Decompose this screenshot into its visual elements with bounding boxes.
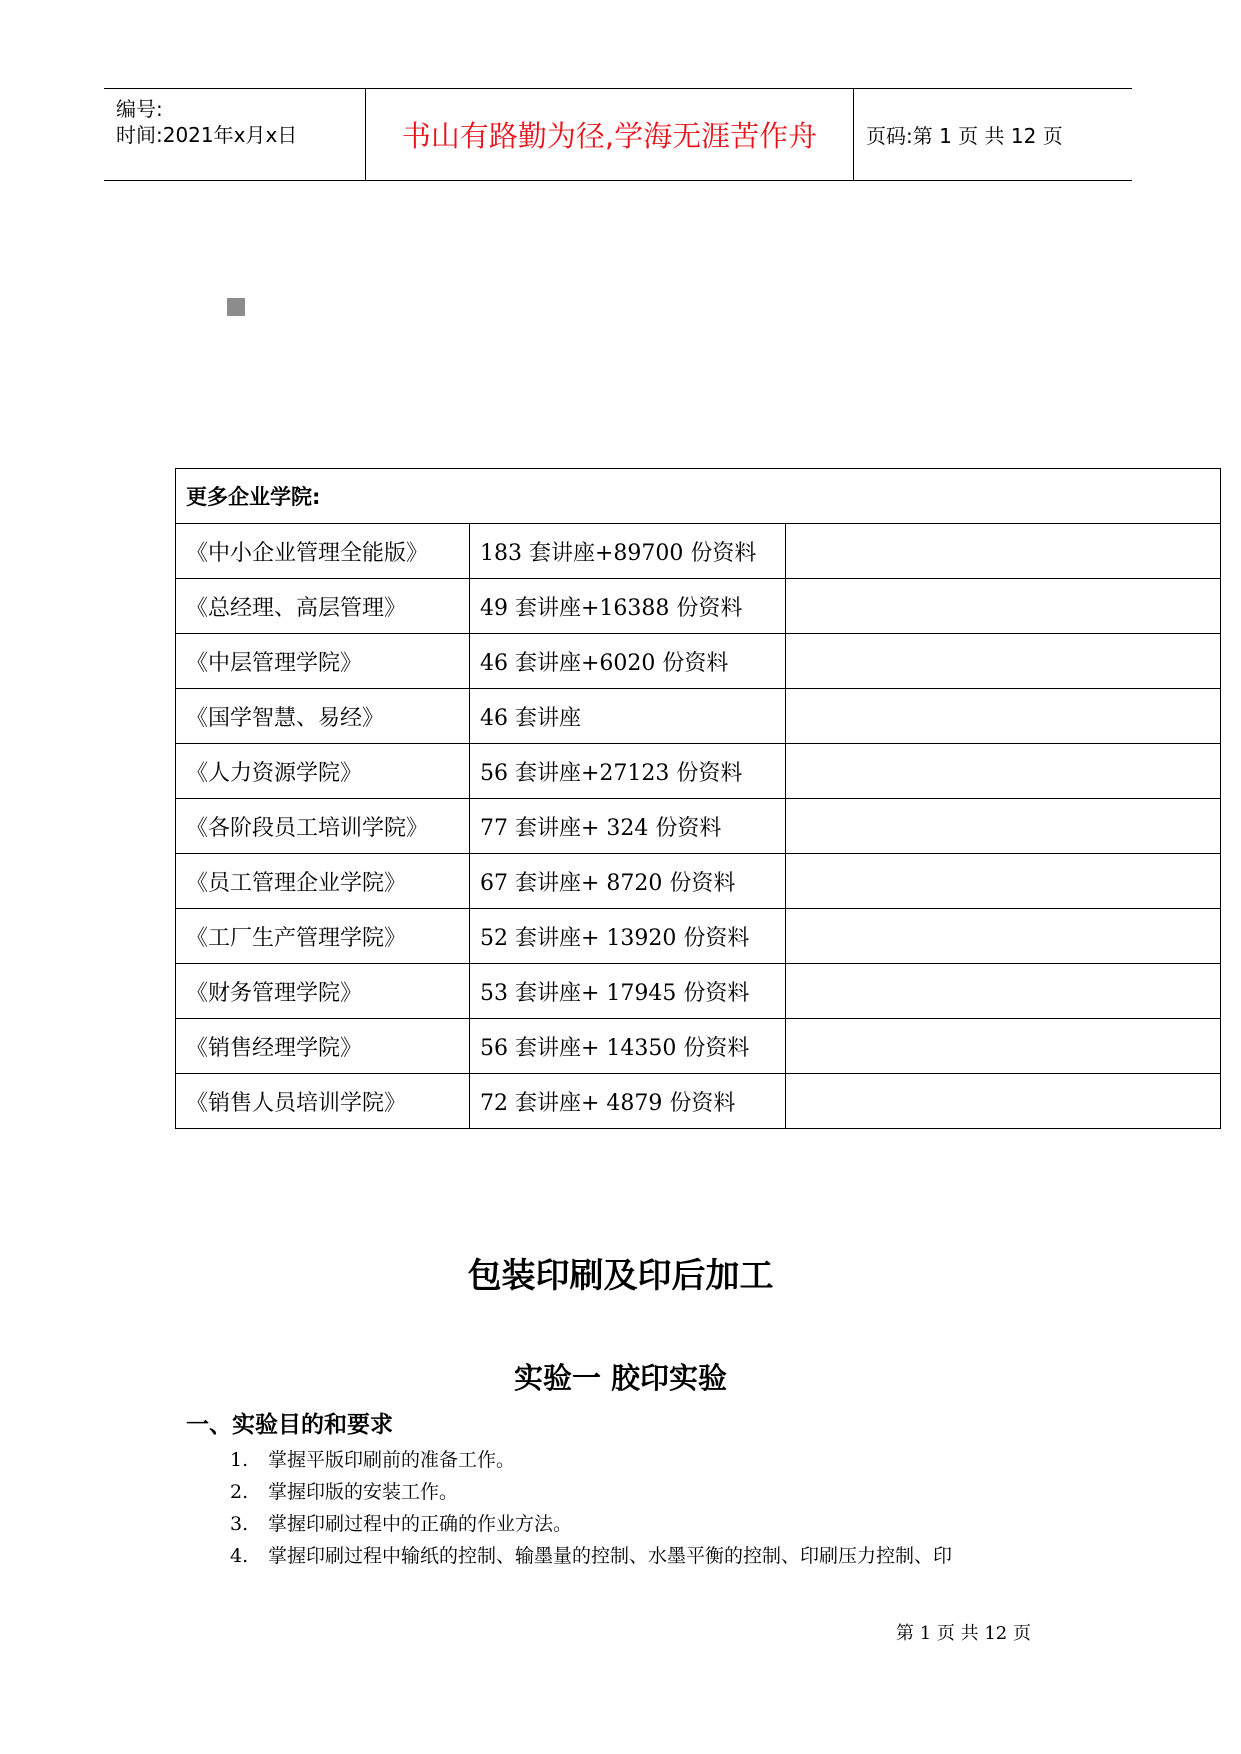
academy-name-cell: 《国学智慧、易经》 [176, 689, 470, 744]
academy-name-cell: 《销售经理学院》 [176, 1019, 470, 1074]
academy-content-cell: 72 套讲座+ 4879 份资料 [470, 1074, 786, 1129]
table-row [176, 744, 1221, 799]
academy-name-cell: 《工厂生产管理学院》 [176, 909, 470, 964]
table-row [176, 634, 1221, 689]
academy-content-cell: 52 套讲座+ 13920 份资料 [470, 909, 786, 964]
list-item [230, 1508, 952, 1540]
academy-extra-cell [786, 744, 1221, 799]
academy-name-cell: 《人力资源学院》 [176, 744, 470, 799]
academy-content-cell: 56 套讲座+27123 份资料 [470, 744, 786, 799]
header-page-info: 页码:第 1 页 共 12 页 [866, 124, 1063, 148]
list-item-text: 掌握印刷过程中输纸的控制、输墨量的控制、水墨平衡的控制、印刷压力控制、印 [268, 1545, 953, 1567]
time-label: 时间:2021年x月x日 [116, 123, 298, 147]
academy-name-cell: 《中层管理学院》 [176, 634, 470, 689]
academy-name-cell: 《中小企业管理全能版》 [176, 524, 470, 579]
document-title: 包装印刷及印后加工 [467, 1256, 774, 1296]
table-row [176, 964, 1221, 1019]
list-item-text: 掌握印刷过程中的正确的作业方法。 [268, 1513, 573, 1535]
table-header-cell: 更多企业学院: [176, 469, 1221, 524]
academy-extra-cell [786, 579, 1221, 634]
academy-content-cell: 46 套讲座+6020 份资料 [470, 634, 786, 689]
academy-content-cell: 46 套讲座 [470, 689, 786, 744]
academy-name-cell: 《销售人员培训学院》 [176, 1074, 470, 1129]
table-row [176, 909, 1221, 964]
academy-extra-cell [786, 1074, 1221, 1129]
list-item [230, 1540, 952, 1572]
list-item [230, 1444, 952, 1476]
table-row [176, 1074, 1221, 1129]
academy-extra-cell [786, 1019, 1221, 1074]
list-item-number: 4. [230, 1545, 249, 1567]
table-row [176, 1019, 1221, 1074]
academy-extra-cell [786, 964, 1221, 1019]
list-item-number: 2. [230, 1481, 249, 1503]
section-title: 一、实验目的和要求 [186, 1412, 393, 1438]
academy-extra-cell [786, 854, 1221, 909]
page-header [104, 88, 1132, 181]
page-footer: 第 1 页 共 12 页 [896, 1623, 1031, 1644]
square-bullet-icon [227, 298, 245, 316]
academy-content-cell: 77 套讲座+ 324 份资料 [470, 799, 786, 854]
academy-extra-cell [786, 689, 1221, 744]
table-row [176, 524, 1221, 579]
academy-content-cell: 67 套讲座+ 8720 份资料 [470, 854, 786, 909]
list-item-number: 3. [230, 1513, 249, 1535]
experiment-title: 实验一 胶印实验 [513, 1361, 728, 1395]
academy-name-cell: 《财务管理学院》 [176, 964, 470, 1019]
academy-name-cell: 《员工管理企业学院》 [176, 854, 470, 909]
table-header-row [176, 469, 1221, 524]
academy-extra-cell [786, 634, 1221, 689]
table-row [176, 689, 1221, 744]
header-meta [104, 89, 366, 180]
header-motto: 书山有路勤为径,学海无涯苦作舟 [366, 89, 854, 180]
number-label: 编号: [116, 97, 163, 121]
academy-extra-cell [786, 909, 1221, 964]
table-row [176, 579, 1221, 634]
list-item-number: 1. [230, 1449, 249, 1471]
academy-content-cell: 53 套讲座+ 17945 份资料 [470, 964, 786, 1019]
objectives-list [230, 1444, 952, 1572]
academy-name-cell: 《各阶段员工培训学院》 [176, 799, 470, 854]
academy-name-cell: 《总经理、高层管理》 [176, 579, 470, 634]
academy-content-cell: 56 套讲座+ 14350 份资料 [470, 1019, 786, 1074]
list-item-text: 掌握印版的安装工作。 [268, 1481, 459, 1503]
list-item-text: 掌握平版印刷前的准备工作。 [268, 1449, 516, 1471]
list-item [230, 1476, 952, 1508]
academy-table [175, 468, 1221, 1129]
academy-content-cell: 49 套讲座+16388 份资料 [470, 579, 786, 634]
table-row [176, 854, 1221, 909]
academy-extra-cell [786, 524, 1221, 579]
academy-extra-cell [786, 799, 1221, 854]
academy-content-cell: 183 套讲座+89700 份资料 [470, 524, 786, 579]
table-row [176, 799, 1221, 854]
